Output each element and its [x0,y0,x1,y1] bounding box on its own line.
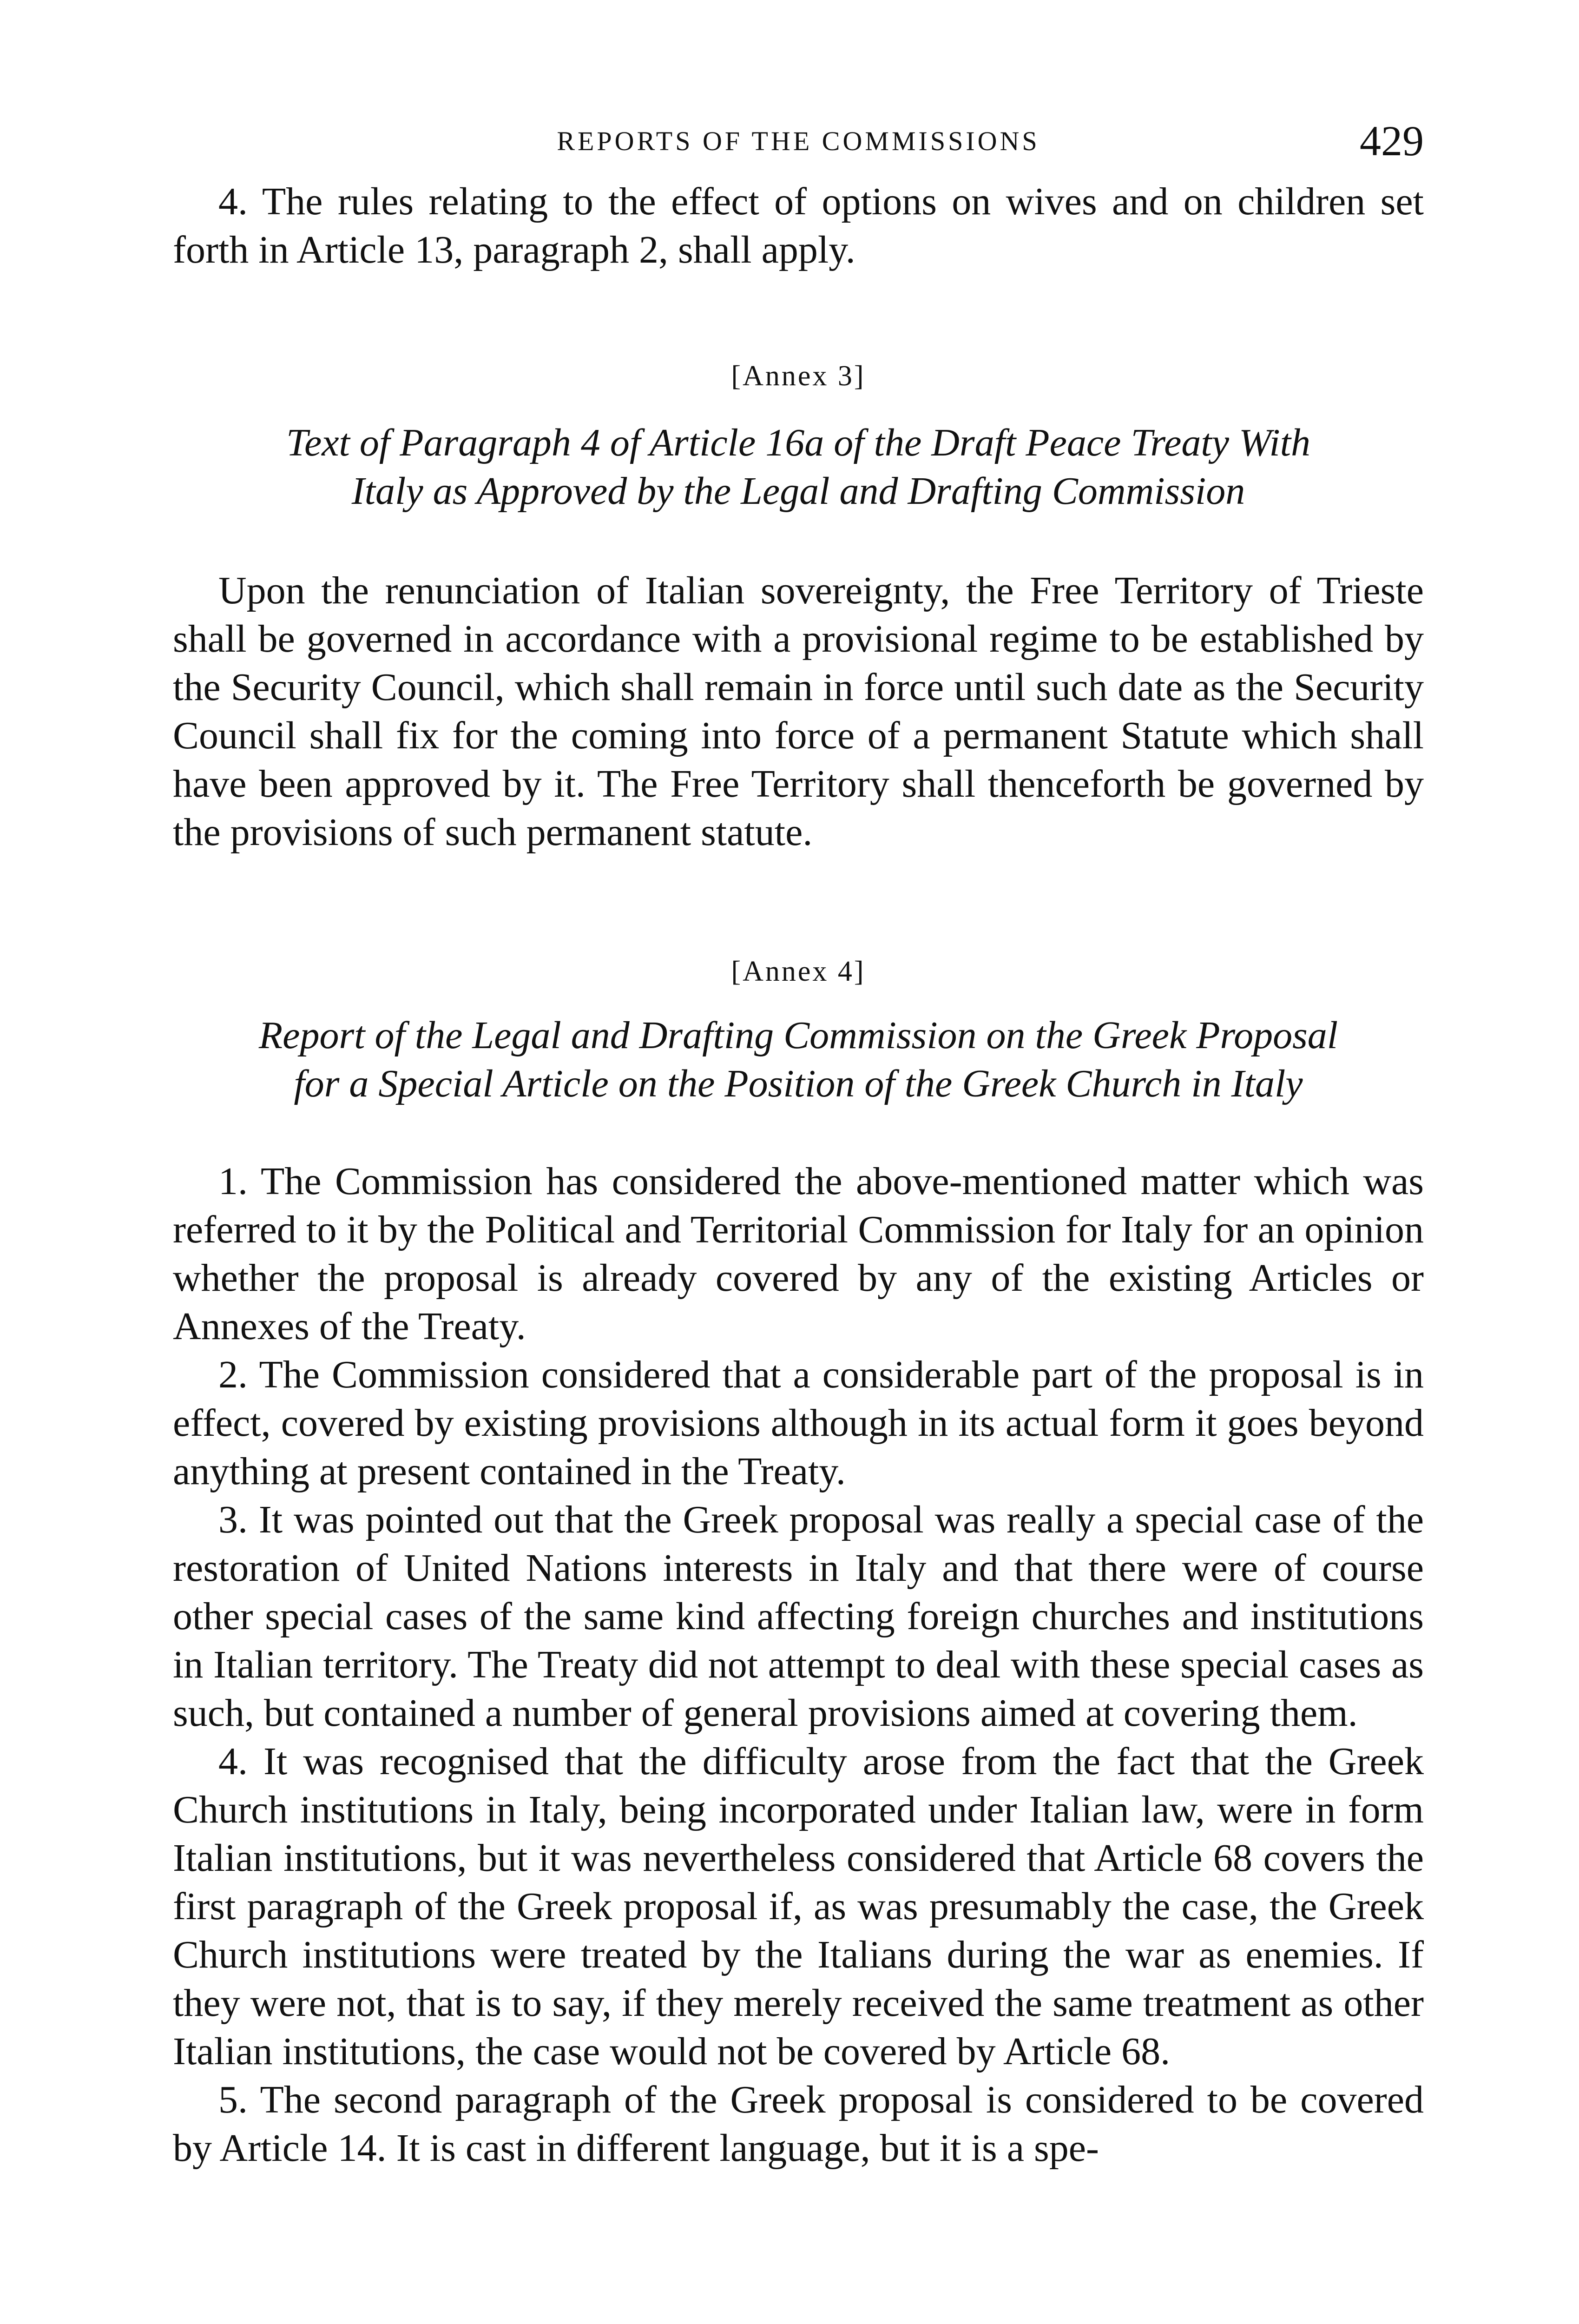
annex-4-paragraph-1: 1. The Commission has considered the above-mentioned matter which was referred to it by the Political and Territorial Commission for Italy for an opinion whether the proposal is already covered by any of the existing Articles or Annexes of the Treaty. [173,1160,1424,1348]
book-page [173,116,1424,2172]
annex-4-label: [Annex 4] [731,956,866,987]
running-title: REPORTS OF THE COMMISSIONS [557,126,1040,156]
annex-4-title-line-2: for a Special Article on the Position of the Greek Church in Italy [294,1062,1303,1105]
intro-paragraph: 4. The rules relating to the effect of options on wives and on children set forth in Article 13, paragraph 2, shall apply. [173,180,1424,271]
annex-3-title-line-1: Text of Paragraph 4 of Article 16a of the Draft Peace Treaty With [286,421,1311,464]
annex-4-paragraph-3: 3. It was pointed out that the Greek proposal was really a special case of the restoration of United Nations interests in Italy and that there were of course other special cases of the same kind affecting foreign churches and institutions in Italian territory. The Treaty did not attempt to deal with these special cases as such, but contained a number of general provisions aimed at covering them. [173,1498,1424,1735]
page-number: 429 [1360,117,1424,165]
annex-3-label: [Annex 3] [731,360,866,392]
annex-4-paragraph-5: 5. The second paragraph of the Greek proposal is considered to be covered by Article 14. It is cast in different language, but it is a spe- [173,2078,1424,2170]
annex-4-title-line-1: Report of the Legal and Drafting Commission on the Greek Proposal [258,1014,1338,1057]
annex-4-paragraph-2: 2. The Commission considered that a considerable part of the proposal is in effect, covered by existing provisions although in its actual form it goes beyond anything at present contained in the Treaty. [173,1353,1424,1493]
running-head [173,116,1424,167]
annex-3-title-line-2: Italy as Approved by the Legal and Drafting Commission [351,469,1245,513]
annex-3-paragraph: Upon the renunciation of Italian sovereignty, the Free Territory of Trieste shall be governed in accordance with a provisional regime to be established by the Security Council, which shall remain in force until such date as the Security Council shall fix for the coming into force of a permanent Statute which shall have been approved by it. The Free Territory shall thenceforth be governed by the provisions of such permanent statute. [173,569,1424,854]
annex-3-title [173,419,1424,515]
annex-4-title [173,1011,1424,1108]
annex-4-paragraph-4: 4. It was recognised that the difficulty arose from the fact that the Greek Church institutions in Italy, being incorporated under Italian law, were in form Italian institutions, but it was nevertheless considered that Article 68 covers the first paragraph of the Greek proposal if, as was presumably the case, the Greek Church institutions were treated by the Italians during the war as enemies. If they were not, that is to say, if they merely received the same treatment as other Italian institutions, the case would not be covered by Article 68. [173,1740,1424,2073]
